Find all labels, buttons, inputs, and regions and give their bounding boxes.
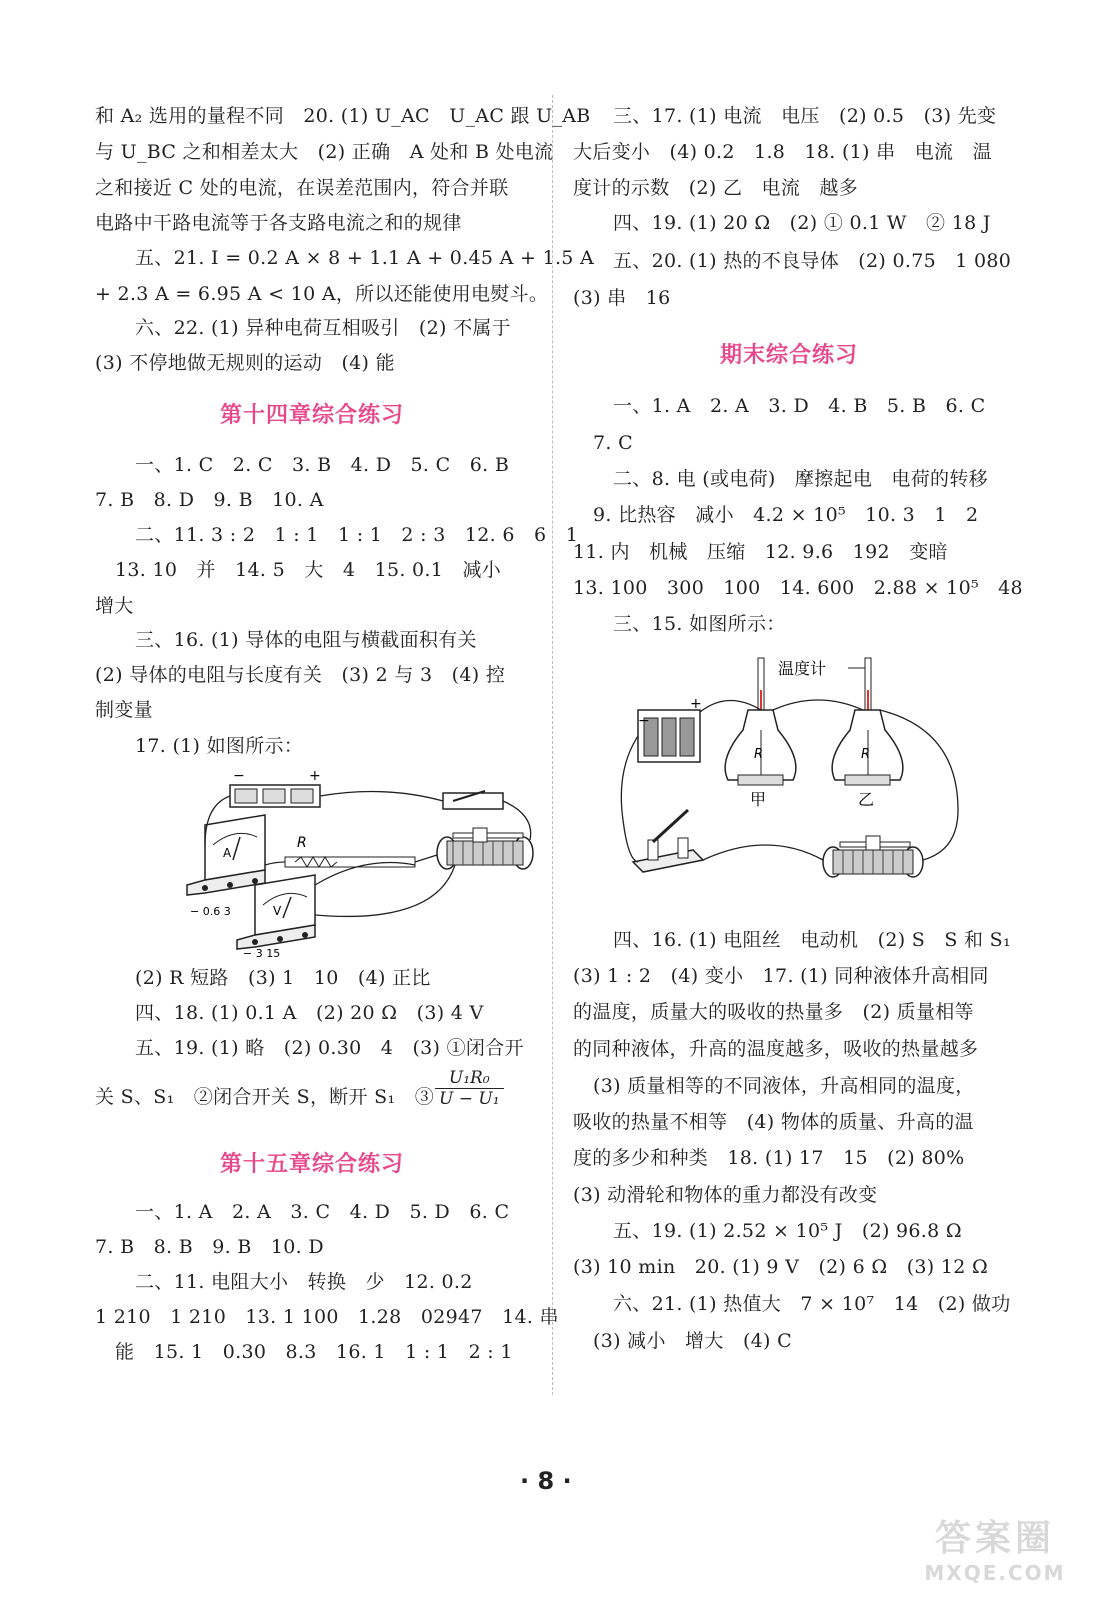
text-line: (3) 不停地做无规则的运动 (4) 能: [95, 352, 395, 374]
text-line: 一、1. A 2. A 3. D 4. B 5. B 6. C: [613, 395, 986, 417]
thermometer-label: 温度计: [778, 659, 827, 678]
text-line: 17. (1) 如图所示：: [135, 735, 304, 757]
text-line: 9. 比热容 减小 4.2 × 10⁵ 10. 3 1 2: [593, 504, 979, 526]
text-line: 四、18. (1) 0.1 A (2) 20 Ω (3) 4 V: [135, 1002, 484, 1024]
column-divider: [552, 95, 553, 1395]
flask-jia-icon: [725, 658, 796, 809]
text-line: 增大: [95, 595, 134, 617]
text-line: 关 S、S₁ ②闭合开关 S，断开 S₁ ③: [95, 1086, 435, 1108]
text-line: 六、21. (1) 热值大 7 × 10⁷ 14 (2) 做功: [613, 1293, 1011, 1315]
text-line: (3) 10 min 20. (1) 9 V (2) 6 Ω (3) 12 Ω: [573, 1256, 989, 1278]
chapter15-heading: 第十五章综合练习: [220, 1152, 405, 1177]
flask-jia-label: 甲: [750, 790, 767, 809]
page-number: · 8 ·: [520, 1467, 572, 1495]
text-line: 1 210 1 210 13. 1 100 1.28 02947 14. 串: [95, 1306, 559, 1328]
voltmeter-icon: [237, 875, 315, 960]
text-line: 六、22. (1) 异种电荷互相吸引 (2) 不属于: [135, 317, 511, 339]
text-line: + 2.3 A = 6.95 A < 10 A，所以还能使用电熨斗。: [95, 283, 549, 305]
circuit-diagram-15: [618, 650, 998, 890]
text-line: 四、19. (1) 20 Ω (2) ① 0.1 W ② 18 J: [613, 212, 991, 234]
text-line: 二、11. 电阻大小 转换 少 12. 0.2: [135, 1271, 473, 1293]
watermark-title: 答案圈: [934, 1518, 1055, 1559]
battery-minus-label: −: [233, 768, 245, 784]
text-line: 五、21. I = 0.2 A × 8 + 1.1 A + 0.45 A + 1.5 A: [135, 247, 595, 269]
text-line: (3) 动滑轮和物体的重力都没有改变: [573, 1184, 878, 1206]
text-line: (2) R 短路 (3) 1 10 (4) 正比: [135, 967, 431, 989]
chapter14-heading: 第十四章综合练习: [220, 403, 405, 428]
text-line: 7. B 8. D 9. B 10. A: [95, 489, 324, 511]
text-line: 度计的示数 (2) 乙 电流 越多: [573, 177, 859, 199]
text-line: 大后变小 (4) 0.2 1.8 18. (1) 串 电流 温: [573, 141, 992, 163]
formula-numerator: U₁R₀: [435, 1068, 504, 1089]
text-line: (2) 导体的电阻与长度有关 (3) 2 与 3 (4) 控: [95, 664, 506, 686]
ammeter-letter: A: [223, 846, 232, 860]
text-line: 13. 100 300 100 14. 600 2.88 × 10⁵ 48: [573, 577, 1023, 599]
text-line: 电路中干路电流等于各支路电流之和的规律: [95, 212, 462, 234]
voltmeter-scale: − 3 15: [243, 947, 281, 960]
text-line: 制变量: [95, 699, 153, 721]
resistor-label: R: [754, 747, 764, 762]
text-line: (3) 减小 增大 (4) C: [593, 1330, 792, 1352]
text-line: (3) 1 : 2 (4) 变小 17. (1) 同种液体升高相同: [573, 965, 989, 987]
text-line: 二、11. 3 : 2 1 : 1 1 : 1 2 : 3 12. 6 6 1: [135, 524, 579, 546]
battery-plus-label: +: [690, 696, 702, 712]
formula-denominator: U − U₁: [439, 1089, 500, 1109]
text-line: 三、17. (1) 电流 电压 (2) 0.5 (3) 先变: [613, 105, 997, 127]
ammeter-scale: − 0.6 3: [190, 905, 231, 918]
formula-fraction: [435, 1068, 504, 1109]
text-line: 之和接近 C 处的电流，在误差范围内，符合并联: [95, 177, 509, 199]
text-line: 13. 10 并 14. 5 大 4 15. 0.1 减小: [115, 559, 502, 581]
text-line: 和 A₂ 选用的量程不同 20. (1) U_AC U_AC 跟 U_AB: [95, 105, 591, 127]
text-line: 7. B 8. B 9. B 10. D: [95, 1236, 324, 1258]
text-line: 的温度，质量大的吸收的热量多 (2) 质量相等: [573, 1001, 974, 1023]
text-line: 二、8. 电 (或电荷) 摩擦起电 电荷的转移: [613, 468, 988, 490]
text-line: 吸收的热量不相等 (4) 物体的质量、升高的温: [573, 1111, 974, 1133]
watermark: [895, 1510, 1095, 1590]
rheostat-icon: [823, 836, 923, 877]
text-line: 四、16. (1) 电阻丝 电动机 (2) S S 和 S₁: [613, 929, 1011, 951]
text-line: 一、1. C 2. C 3. B 4. D 5. C 6. B: [135, 454, 510, 476]
text-line: 三、16. (1) 导体的电阻与横截面积有关: [135, 629, 477, 651]
final-review-heading: 期末综合练习: [720, 343, 859, 368]
text-line: 度的多少和种类 18. (1) 17 15 (2) 80%: [573, 1147, 965, 1169]
text-line: 7. C: [593, 432, 633, 454]
switch-icon: [633, 810, 703, 872]
text-line: 与 U_BC 之和相差太大 (2) 正确 A 处和 B 处电流: [95, 141, 554, 163]
flask-yi-label: 乙: [858, 790, 875, 809]
voltmeter-letter: V: [273, 904, 282, 918]
text-line: 的同种液体，升高的温度越多，吸收的热量越多: [573, 1038, 979, 1060]
battery-plus-label: +: [309, 768, 321, 784]
text-line: 能 15. 1 0.30 8.3 16. 1 1 : 1 2 : 1: [115, 1341, 513, 1363]
text-line: 三、15. 如图所示：: [613, 613, 786, 635]
battery-minus-label: −: [638, 713, 650, 729]
text-line: 11. 内 机械 压缩 12. 9.6 192 变暗: [573, 541, 948, 563]
flask-yi-icon: [832, 658, 903, 809]
resistor-label: R: [297, 835, 307, 851]
circuit-diagram-17: [185, 765, 545, 960]
ammeter-icon: [187, 815, 265, 918]
text-line: (3) 质量相等的不同液体，升高相同的温度，: [593, 1075, 975, 1097]
rheostat-icon: [437, 828, 533, 869]
text-line: 五、19. (1) 略 (2) 0.30 4 (3) ①闭合开: [135, 1037, 524, 1059]
text-line: 一、1. A 2. A 3. C 4. D 5. D 6. C: [135, 1201, 510, 1223]
text-line: 五、20. (1) 热的不良导体 (2) 0.75 1 080: [613, 250, 1012, 272]
text-line: (3) 串 16: [573, 287, 671, 309]
resistor-label: R: [861, 747, 871, 762]
text-line: 五、19. (1) 2.52 × 10⁵ J (2) 96.8 Ω: [613, 1220, 962, 1242]
watermark-url: MXQE.COM: [924, 1561, 1066, 1585]
battery-icon: [638, 696, 702, 762]
